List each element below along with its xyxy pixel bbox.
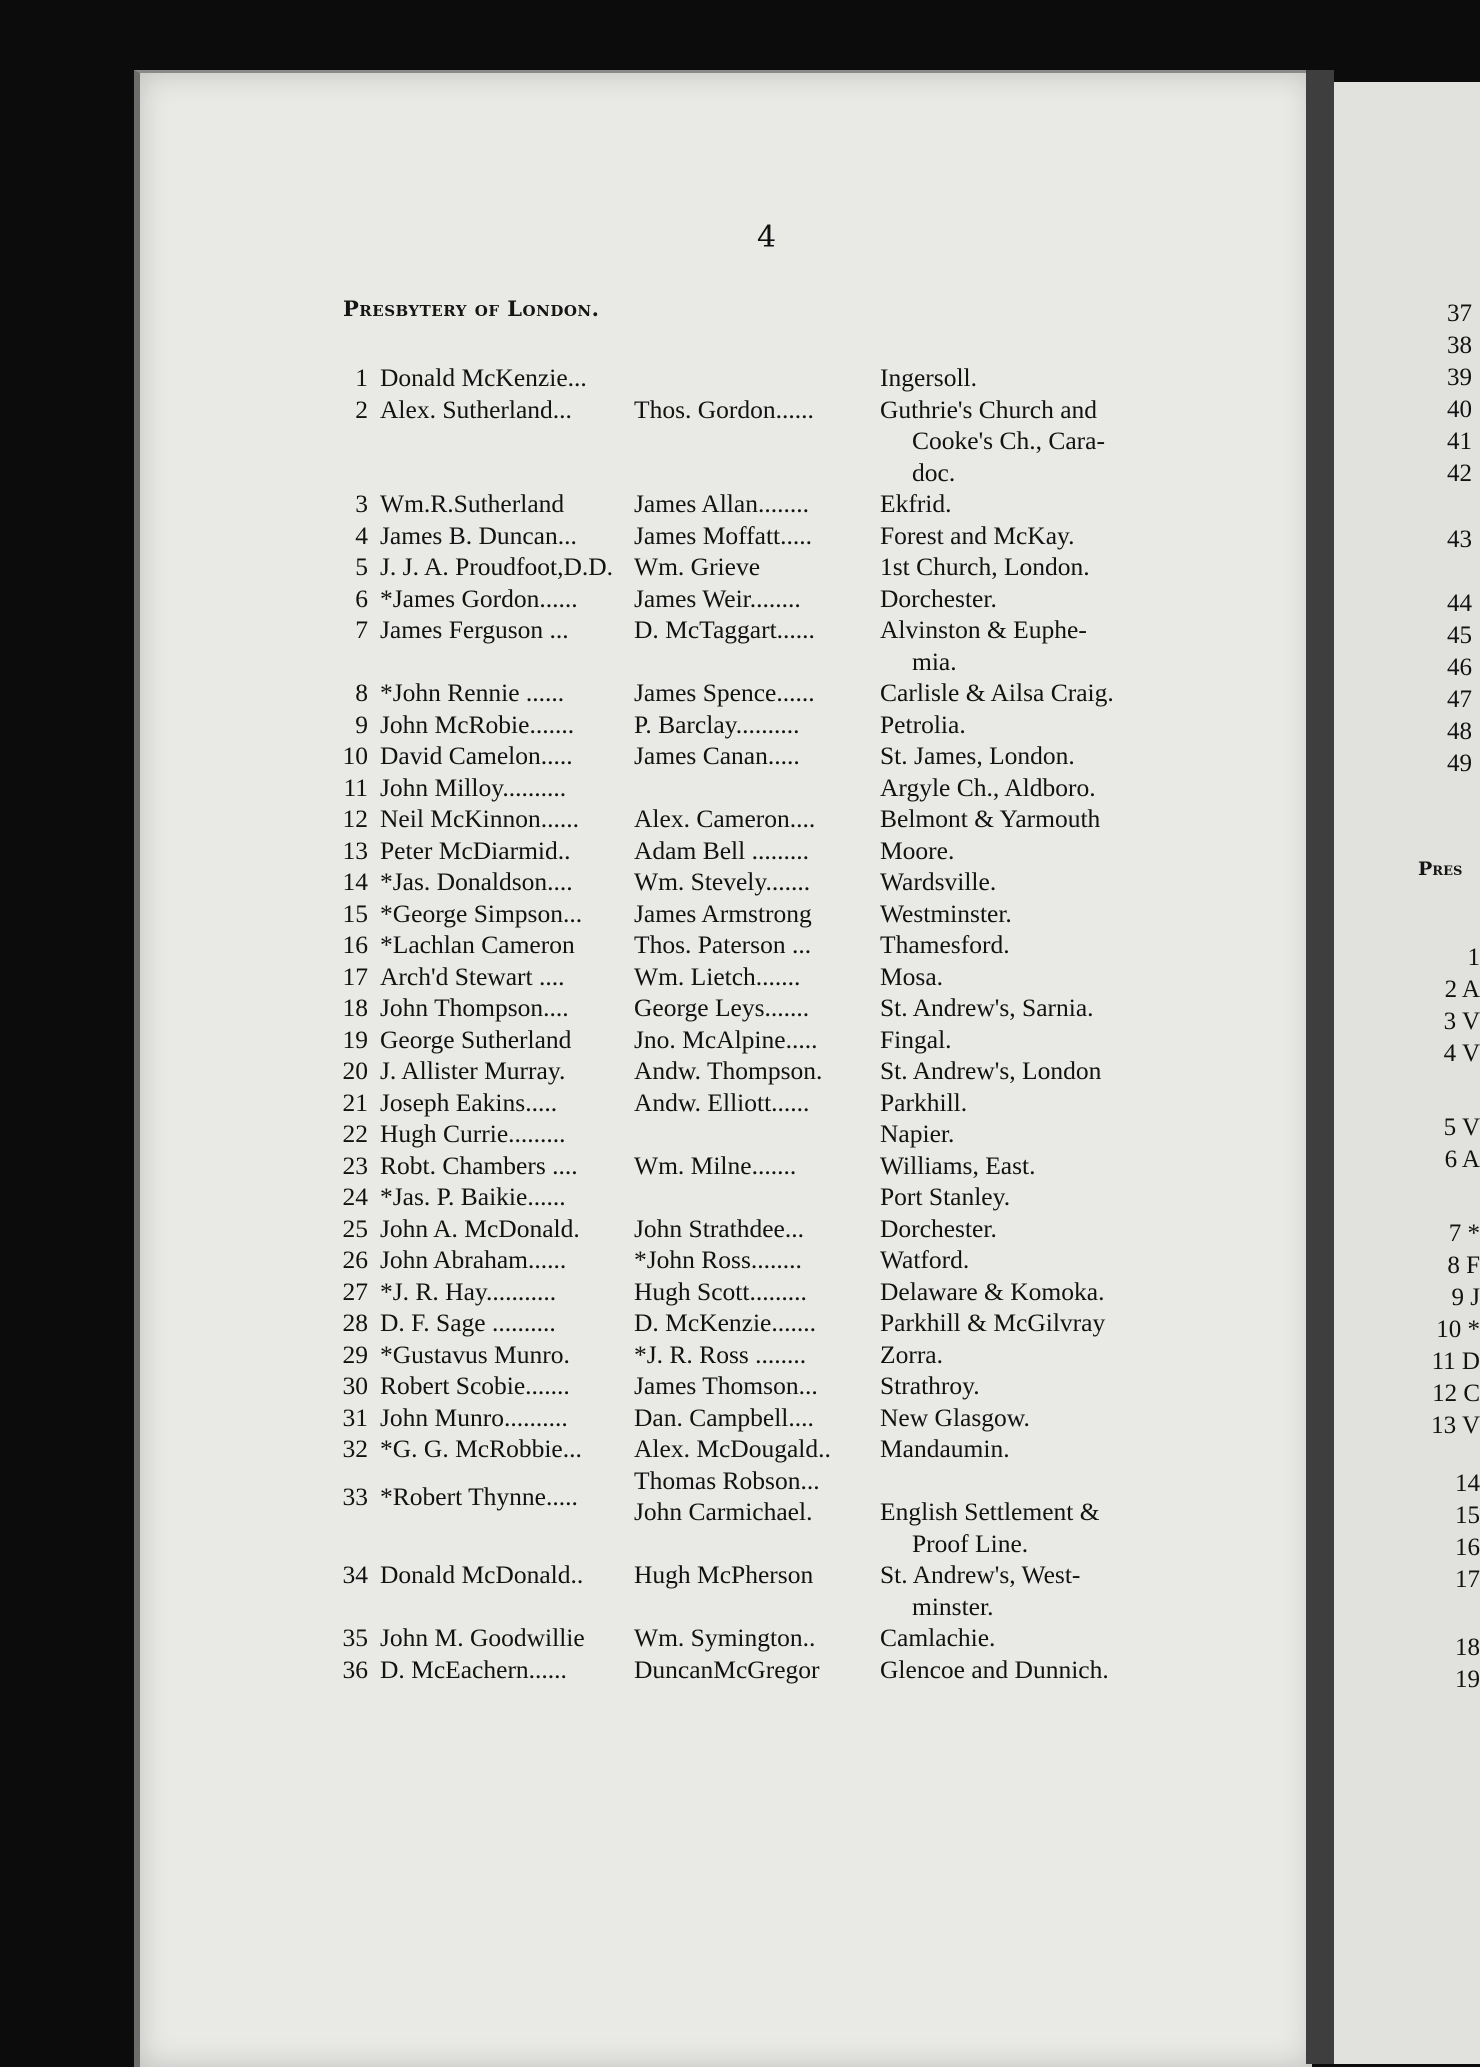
entry-number: 3: [332, 488, 368, 520]
entry-place: Fingal.: [880, 1024, 952, 1056]
right-row: 19: [1455, 1666, 1480, 1694]
entry-number: 16: [332, 929, 368, 961]
entry-place: Belmont & Yarmouth: [880, 803, 1100, 835]
entry-row: [332, 929, 1192, 961]
entry-place: 1st Church, London.: [880, 551, 1090, 583]
right-row: 11 D: [1432, 1348, 1480, 1376]
entry-minister: George Sutherland: [380, 1024, 571, 1056]
entry-place: Watford.: [880, 1244, 969, 1276]
entry-elder: Alex. Cameron....: [634, 803, 815, 835]
right-number: 43: [1447, 526, 1472, 554]
entry-elder: James Canan.....: [634, 740, 800, 772]
entry-row: [332, 1213, 1192, 1245]
entry-row: [332, 1402, 1192, 1434]
entry-minister: *James Gordon......: [380, 583, 578, 615]
entry-minister: *J. R. Hay...........: [380, 1276, 556, 1308]
entry-elder: Wm. Stevely.......: [634, 866, 810, 898]
right-number: 44: [1447, 590, 1472, 618]
entry-elder: Wm. Grieve: [634, 551, 760, 583]
right-row: 2 A: [1445, 976, 1480, 1004]
entry-number: 7: [332, 614, 368, 646]
entry-minister: John Abraham......: [380, 1244, 566, 1276]
entry-row: [332, 1654, 1192, 1686]
entry-place: Parkhill.: [880, 1087, 967, 1119]
entry-place: Zorra.: [880, 1339, 943, 1371]
entry-row: [332, 551, 1192, 583]
entry-elder: Andw. Thompson.: [634, 1055, 822, 1087]
right-row: 10 *: [1436, 1316, 1480, 1344]
entry-place: Dorchester.: [880, 583, 997, 615]
entry-number: 5: [332, 551, 368, 583]
entry-number: 13: [332, 835, 368, 867]
entry-elder: P. Barclay..........: [634, 709, 800, 741]
entry-minister: Wm.R.Sutherland: [380, 488, 564, 520]
right-row: 9 J: [1452, 1284, 1480, 1312]
entry-row: [332, 740, 1192, 772]
entry-number: 29: [332, 1339, 368, 1371]
entry-elder: D. McTaggart......: [634, 614, 815, 646]
entry-elder: Hugh Scott.........: [634, 1276, 807, 1308]
entry-elder: Thomas Robson...: [634, 1465, 820, 1497]
entry-number: 2: [332, 394, 368, 426]
entry-row: [332, 961, 1192, 993]
book-gutter: [1306, 70, 1334, 2064]
right-number: 39: [1447, 364, 1472, 392]
entry-elder: James Weir........: [634, 583, 801, 615]
entry-continuation: [332, 646, 1192, 678]
entry-place: Ekfrid.: [880, 488, 952, 520]
entry-number: 18: [332, 992, 368, 1024]
entry-minister: Hugh Currie.........: [380, 1118, 566, 1150]
entry-place: St. Andrew's, West-: [880, 1559, 1080, 1591]
entry-place: Proof Line.: [912, 1528, 1028, 1560]
entry-number: 14: [332, 866, 368, 898]
right-row: 4 V: [1444, 1040, 1480, 1068]
entry-row: [332, 520, 1192, 552]
entry-continuation: [332, 457, 1192, 489]
entry-elder: Thos. Paterson ...: [634, 929, 811, 961]
right-row: 16: [1455, 1534, 1480, 1562]
entry-minister: D. F. Sage ..........: [380, 1307, 556, 1339]
entry-row: [332, 1276, 1192, 1308]
section-heading: Presbytery of London.: [343, 296, 599, 321]
entry-number: 11: [332, 772, 368, 804]
entry-minister: Donald McDonald..: [380, 1559, 583, 1591]
entry-row: [332, 898, 1192, 930]
right-row: 14: [1455, 1470, 1480, 1498]
entry-minister: John McRobie.......: [380, 709, 574, 741]
right-row: 12 C: [1432, 1380, 1480, 1408]
entry-minister: Joseph Eakins.....: [380, 1087, 557, 1119]
entry-minister: Alex. Sutherland...: [380, 394, 572, 426]
entry-place: Dorchester.: [880, 1213, 997, 1245]
entry-continuation: [332, 1591, 1192, 1623]
entry-row: [332, 1465, 1192, 1528]
entry-place: Mandaumin.: [880, 1433, 1010, 1465]
entry-minister: Robert Scobie.......: [380, 1370, 570, 1402]
entry-minister: James B. Duncan...: [380, 520, 577, 552]
entry-number: 33: [332, 1481, 368, 1513]
entry-place: Parkhill & McGilvray: [880, 1307, 1105, 1339]
entry-minister: John Thompson....: [380, 992, 569, 1024]
entry-place: minster.: [912, 1591, 993, 1623]
entry-number: 12: [332, 803, 368, 835]
entry-place: doc.: [912, 457, 955, 489]
entry-row: [332, 772, 1192, 804]
entry-elder: James Moffatt.....: [634, 520, 812, 552]
entry-elder: John Strathdee...: [634, 1213, 804, 1245]
right-number: 41: [1447, 428, 1472, 456]
entry-place: Glencoe and Dunnich.: [880, 1654, 1109, 1686]
entry-place: Wardsville.: [880, 866, 996, 898]
right-number: 42: [1447, 460, 1472, 488]
entry-row: [332, 1244, 1192, 1276]
entry-row: [332, 1307, 1192, 1339]
entry-elder: Jno. McAlpine.....: [634, 1024, 817, 1056]
entry-number: 25: [332, 1213, 368, 1245]
entry-minister: John Munro..........: [380, 1402, 568, 1434]
entry-row: [332, 1024, 1192, 1056]
entry-minister: *George Simpson...: [380, 898, 582, 930]
entry-elder: Dan. Campbell....: [634, 1402, 814, 1434]
entry-minister: James Ferguson ...: [380, 614, 569, 646]
entry-row: [332, 835, 1192, 867]
entry-elder: James Allan........: [634, 488, 809, 520]
entry-minister: John A. McDonald.: [380, 1213, 580, 1245]
entry-elder: D. McKenzie.......: [634, 1307, 816, 1339]
right-row: 6 A: [1445, 1146, 1480, 1174]
right-row: 1: [1468, 944, 1480, 972]
entry-row: [332, 992, 1192, 1024]
entry-number: 26: [332, 1244, 368, 1276]
entry-place: Strathroy.: [880, 1370, 980, 1402]
entry-place: Cooke's Ch., Cara-: [912, 425, 1105, 457]
entry-row: [332, 1433, 1192, 1465]
entry-minister: *G. G. McRobbie...: [380, 1433, 582, 1465]
entry-place: Ingersoll.: [880, 362, 977, 394]
entry-row: [332, 1339, 1192, 1371]
entry-place: Petrolia.: [880, 709, 966, 741]
right-number: 40: [1447, 396, 1472, 424]
right-row: 3 V: [1444, 1008, 1480, 1036]
entry-row: [332, 1055, 1192, 1087]
entry-elder: Andw. Elliott......: [634, 1087, 809, 1119]
entry-number: 36: [332, 1654, 368, 1686]
entry-elder: Thos. Gordon......: [634, 394, 814, 426]
entry-place: St. Andrew's, London: [880, 1055, 1101, 1087]
entry-elder: Alex. McDougald..: [634, 1433, 831, 1465]
entry-number: 35: [332, 1622, 368, 1654]
entry-number: 23: [332, 1150, 368, 1182]
entry-row: [332, 803, 1192, 835]
entry-minister: John M. Goodwillie: [380, 1622, 585, 1654]
entry-number: 17: [332, 961, 368, 993]
entry-elder: Wm. Lietch.......: [634, 961, 800, 993]
right-number: 45: [1447, 622, 1472, 650]
entry-row: [332, 1150, 1192, 1182]
entry-elder: James Thomson...: [634, 1370, 818, 1402]
entry-place: Camlachie.: [880, 1622, 995, 1654]
entry-number: 6: [332, 583, 368, 615]
entry-number: 8: [332, 677, 368, 709]
page-number: 4: [757, 220, 776, 255]
entry-continuation: [332, 425, 1192, 457]
entry-number: 24: [332, 1181, 368, 1213]
entry-minister: *Jas. Donaldson....: [380, 866, 573, 898]
entry-elder: Hugh McPherson: [634, 1559, 813, 1591]
entry-elder: James Armstrong: [634, 898, 812, 930]
right-number: 38: [1447, 332, 1472, 360]
entry-number: 34: [332, 1559, 368, 1591]
entry-row: [332, 394, 1192, 426]
entry-place: Moore.: [880, 835, 954, 867]
entry-number: 30: [332, 1370, 368, 1402]
entry-minister: Arch'd Stewart ....: [380, 961, 564, 993]
entry-elder: *John Ross........: [634, 1244, 802, 1276]
entry-place: Forest and McKay.: [880, 520, 1075, 552]
entry-row: [332, 1559, 1192, 1591]
entry-row: [332, 1622, 1192, 1654]
entry-minister: *Gustavus Munro.: [380, 1339, 570, 1371]
right-number: 49: [1447, 750, 1472, 778]
entry-minister: Peter McDiarmid..: [380, 835, 571, 867]
entry-row: [332, 1370, 1192, 1402]
entry-minister: Donald McKenzie...: [380, 362, 587, 394]
right-row: 13 V: [1431, 1412, 1480, 1440]
entry-elder: Adam Bell .........: [634, 835, 809, 867]
entry-place: Williams, East.: [880, 1150, 1036, 1182]
entry-place: Port Stanley.: [880, 1181, 1010, 1213]
entry-row: [332, 583, 1192, 615]
entry-row: [332, 709, 1192, 741]
right-row: 18: [1455, 1634, 1480, 1662]
entry-place: Thamesford.: [880, 929, 1010, 961]
entry-place: English Settlement &: [880, 1496, 1100, 1528]
right-number: 48: [1447, 718, 1472, 746]
right-number: 37: [1447, 300, 1472, 328]
right-row: 8 F: [1447, 1252, 1480, 1280]
entry-row: [332, 1181, 1192, 1213]
entry-minister: J. J. A. Proudfoot,D.D.: [380, 551, 613, 583]
entry-row: [332, 1087, 1192, 1119]
entry-row: [332, 614, 1192, 646]
entry-minister: *Jas. P. Baikie......: [380, 1181, 566, 1213]
right-row: 7 *: [1449, 1220, 1480, 1248]
entry-minister: David Camelon.....: [380, 740, 573, 772]
entry-elder: John Carmichael.: [634, 1496, 812, 1528]
entry-minister: J. Allister Murray.: [380, 1055, 565, 1087]
entry-minister: Robt. Chambers ....: [380, 1150, 578, 1182]
entry-number: 28: [332, 1307, 368, 1339]
entry-elder: *J. R. Ross ........: [634, 1339, 806, 1371]
entry-minister: *Lachlan Cameron: [380, 929, 575, 961]
entry-elder: Wm. Milne.......: [634, 1150, 796, 1182]
entry-minister: *John Rennie ......: [380, 677, 564, 709]
entry-minister: *Robert Thynne.....: [380, 1481, 578, 1513]
entries-list: [332, 362, 1192, 1685]
right-page-heading: Pres: [1418, 858, 1462, 880]
entry-row: [332, 677, 1192, 709]
entry-elder: DuncanMcGregor: [634, 1654, 820, 1686]
entry-number: 10: [332, 740, 368, 772]
entry-row: [332, 1118, 1192, 1150]
entry-minister: D. McEachern......: [380, 1654, 567, 1686]
entry-place: Guthrie's Church and: [880, 394, 1097, 426]
right-number: 46: [1447, 654, 1472, 682]
entry-place: New Glasgow.: [880, 1402, 1030, 1434]
entry-number: 22: [332, 1118, 368, 1150]
entry-number: 20: [332, 1055, 368, 1087]
entry-place: Carlisle & Ailsa Craig.: [880, 677, 1114, 709]
entry-number: 32: [332, 1433, 368, 1465]
entry-place: St. James, London.: [880, 740, 1075, 772]
entry-place: St. Andrew's, Sarnia.: [880, 992, 1094, 1024]
entry-place: mia.: [912, 646, 957, 678]
entry-place: Argyle Ch., Aldboro.: [880, 772, 1096, 804]
entry-number: 31: [332, 1402, 368, 1434]
entry-number: 1: [332, 362, 368, 394]
right-row: 17: [1455, 1566, 1480, 1594]
entry-place: Delaware & Komoka.: [880, 1276, 1104, 1308]
entry-number: 15: [332, 898, 368, 930]
entry-place: Napier.: [880, 1118, 954, 1150]
entry-row: [332, 362, 1192, 394]
entry-row: [332, 866, 1192, 898]
right-number: 47: [1447, 686, 1472, 714]
entry-number: 27: [332, 1276, 368, 1308]
entry-minister: Neil McKinnon......: [380, 803, 579, 835]
entry-number: 19: [332, 1024, 368, 1056]
entry-place: Westminster.: [880, 898, 1012, 930]
entry-number: 9: [332, 709, 368, 741]
right-row: 5 V: [1444, 1114, 1480, 1142]
entry-row: [332, 488, 1192, 520]
entry-number: 4: [332, 520, 368, 552]
entry-continuation: [332, 1528, 1192, 1560]
entry-number: 21: [332, 1087, 368, 1119]
entry-place: Mosa.: [880, 961, 943, 993]
entry-elder: Wm. Symington..: [634, 1622, 815, 1654]
entry-place: Alvinston & Euphe-: [880, 614, 1087, 646]
entry-elder: George Leys.......: [634, 992, 809, 1024]
entry-minister: John Milloy..........: [380, 772, 566, 804]
right-row: 15: [1455, 1502, 1480, 1530]
entry-elder: James Spence......: [634, 677, 815, 709]
